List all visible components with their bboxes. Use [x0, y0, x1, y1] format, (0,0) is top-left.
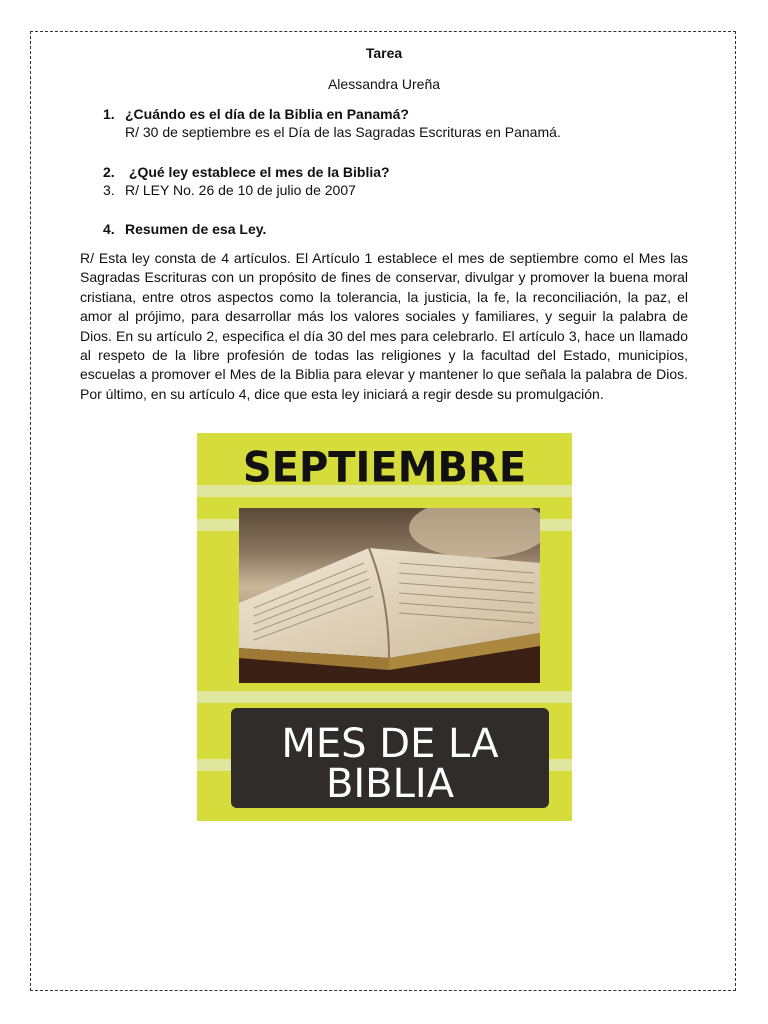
poster-image: [197, 433, 572, 821]
question-2: [103, 163, 390, 181]
document-author: Alessandra Ureña: [327, 76, 441, 92]
poster-stripe: [197, 691, 572, 703]
poster-heading: SEPTIEMBRE: [242, 443, 527, 493]
question-4: [103, 220, 266, 238]
document-title: Tarea: [365, 45, 403, 61]
question-text: ¿Qué ley establece el mes de la Biblia?: [125, 164, 390, 180]
open-bible-icon: [239, 508, 540, 683]
summary-paragraph: R/ Esta ley consta de 4 artículos. El Artículo 1 establece el mes de septiembre como el Mes las Sagradas Escrituras con un propósito de fines de conservar, divulgar y promover la buena moral cristiana, entre otros aspectos como la tolerancia, la justicia, la fe, la reconciliación, la paz, el amor al prójimo, para desarrollar más los valores sociales y familiares, y seguir la palabra de Dios. En su artículo 2, especifica el día 30 del mes para celebrarlo. El artículo 3, hace un llamado al respeto de la libre profesión de todas las religiones y la facultad del Estado, municipios, escuelas a promover el Mes de la Biblia para elevar y mantener lo que señala la palabra de Dios. Por último, en su artículo 4, dice que esta ley iniciará a regir desde su promulgación.: [80, 250, 688, 402]
question-number: 4.: [103, 221, 115, 237]
question-text: Resumen de esa Ley.: [125, 221, 267, 237]
question-1: [103, 105, 409, 123]
open-bible-photo: [239, 508, 540, 683]
answer-1: R/ 30 de septiembre es el Día de las Sagradas Escrituras en Panamá.: [125, 124, 561, 140]
list-item-3: [103, 181, 356, 199]
question-number: 1.: [103, 106, 115, 122]
banner-line-1: MES DE LA: [281, 721, 499, 767]
question-number: 2.: [103, 164, 115, 180]
banner-line-2: BIBLIA: [325, 761, 455, 807]
question-text: ¿Cuándo es el día de la Biblia en Panamá?: [125, 106, 409, 122]
list-text: R/ LEY No. 26 de 10 de julio de 2007: [125, 182, 356, 198]
list-number: 3.: [103, 182, 115, 198]
